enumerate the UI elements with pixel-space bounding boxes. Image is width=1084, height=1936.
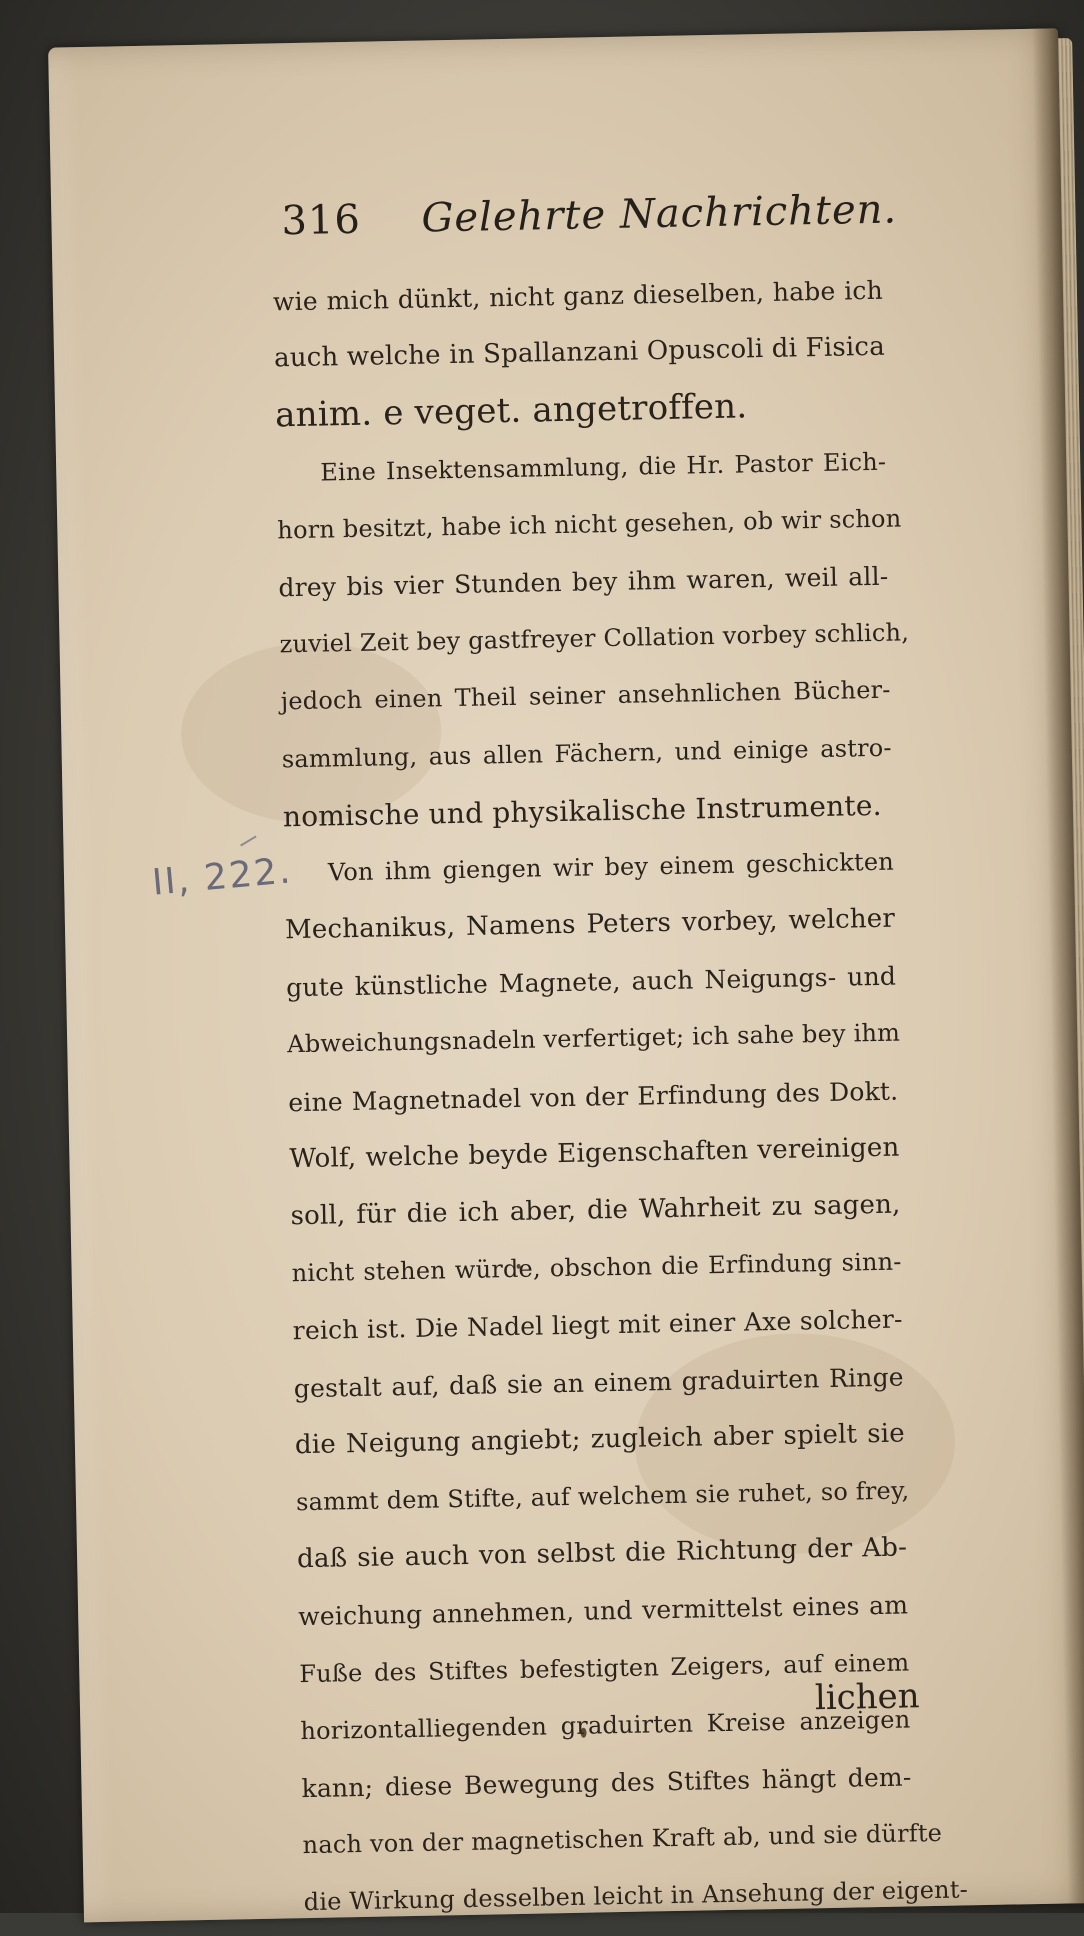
- text-line: nicht stehen würde, obschon die Erfindung sinn-: [291, 1247, 902, 1288]
- text-line: nomische und physikalische Instrumente.: [282, 788, 882, 834]
- text-line: weichung annehmen, und vermittelst eines am: [297, 1590, 909, 1632]
- text-line: Wolf, welche beyde Eigenschaften vereinigen: [289, 1132, 900, 1175]
- text-line: Fuße des Stiftes befestigten Zeigers, auf einem: [299, 1647, 910, 1688]
- text-line: horizontalliegenden graduirten Kreise anzeigen: [300, 1705, 911, 1745]
- text-line: zuviel Zeit bey gastfreyer Collation vorbey schlich,: [279, 618, 910, 659]
- running-head: [281, 186, 922, 262]
- text-line: gestalt auf, daß sie an einem graduirten Ringe: [293, 1362, 905, 1403]
- text-line: Von ihm giengen wir bey einem geschickten: [327, 847, 895, 887]
- page-number: 316: [281, 196, 362, 245]
- text-line: drey bis vier Stunden bey ihm waren, weil all-: [278, 561, 889, 603]
- text-line: die Wirkung desselben leicht in Ansehung der eigent-: [303, 1875, 969, 1917]
- text-line: auch welche in Spallanzani Opuscoli di Fisica: [273, 331, 886, 374]
- running-head-title: Gelehrte Nachrichten.: [421, 186, 898, 242]
- text-line: Abweichungsnadeln verfertiget; ich sahe bey ihm: [287, 1018, 901, 1059]
- handwritten-margin-note: II, 222.: [150, 850, 294, 904]
- text-line: sammt dem Stifte, auf welchem sie ruhet, so frey,: [295, 1476, 910, 1517]
- text-line: jedoch einen Theil seiner ansehnlichen Bücher-: [280, 675, 891, 716]
- text-line: die Neigung angiebt; zugleich aber spielt sie: [294, 1418, 906, 1460]
- text-line: Mechanikus, Namens Peters vorbey, welcher: [284, 903, 896, 946]
- text-line: daß sie auch von selbst die Richtung der Ab-: [296, 1532, 908, 1575]
- book-page: [48, 28, 1084, 1922]
- text-line: sammlung, aus allen Fächern, und einige astro-: [281, 733, 892, 773]
- text-line: wie mich dünkt, nicht ganz dieselben, habe ich: [272, 275, 884, 317]
- text-line: eine Magnetnadel von der Erfindung des Dokt.: [288, 1076, 899, 1117]
- text-line: horn besitzt, habe ich nicht gesehen, ob wir schon: [277, 504, 902, 545]
- margin-tick-mark: [240, 835, 256, 846]
- text-line: soll, für die ich aber, die Wahrheit zu sagen,: [290, 1189, 901, 1232]
- text-line: Eine Insektensammlung, die Hr. Pastor Eich-: [320, 447, 887, 487]
- catchword: lichen: [814, 1676, 921, 1719]
- text-line: nach von der magnetischen Kraft ab, und sie dürfte: [302, 1818, 943, 1860]
- text-line: gute künstliche Magnete, auch Neigungs- und: [285, 961, 897, 1003]
- text-line: anim. e veget. angetroffen.: [274, 386, 748, 436]
- text-line: kann; diese Bewegung des Stiftes hängt dem-: [301, 1762, 912, 1804]
- text-line: reich ist. Die Nadel liegt mit einer Axe solcher-: [292, 1304, 903, 1346]
